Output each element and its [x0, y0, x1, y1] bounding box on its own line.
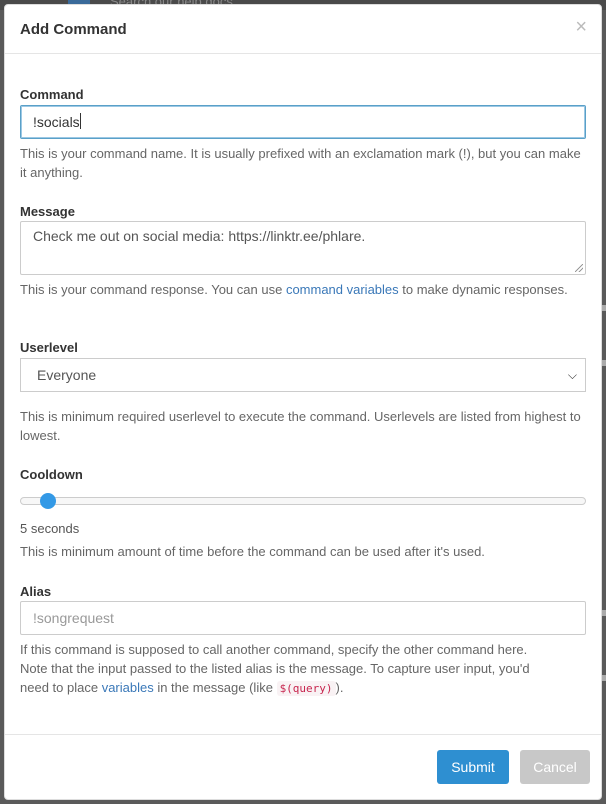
userlevel-label: Userlevel [20, 340, 78, 355]
cooldown-label: Cooldown [20, 467, 83, 482]
command-variables-link[interactable]: command variables [285, 282, 399, 297]
alias-help-line3 [20, 678, 586, 698]
command-label: Command [20, 87, 84, 102]
userlevel-selected: Everyone [37, 367, 97, 383]
cancel-button[interactable]: Cancel [520, 750, 590, 784]
cooldown-slider-thumb[interactable] [40, 493, 56, 509]
submit-button[interactable]: Submit [437, 750, 509, 784]
cooldown-value: 5 seconds [20, 521, 80, 536]
alias-help [20, 640, 586, 698]
message-textarea[interactable] [20, 221, 586, 275]
alias-label: Alias [20, 584, 52, 599]
add-command-modal [4, 4, 602, 800]
userlevel-select[interactable] [20, 358, 586, 392]
resize-grip-icon[interactable] [575, 264, 583, 272]
modal-header [5, 5, 601, 54]
text-caret [80, 113, 81, 129]
message-help-prefix: This is your command response. You can use [20, 282, 286, 297]
modal-footer [5, 734, 601, 799]
alias-input-placeholder: !songrequest [33, 610, 114, 626]
command-help: This is your command name. It is usually prefixed with an exclamation mark (!), but you can make it anything. [20, 146, 581, 180]
alias-help-line2: Note that the input passed to the listed alias is the message. To capture user input, you'd [20, 661, 530, 676]
alias-help-line3-mid: in the message (like [153, 680, 277, 695]
message-help [20, 280, 586, 299]
alias-help-line1: If this command is supposed to call another command, specify the other command here. [20, 642, 528, 657]
alias-help-line3-suffix: ). [335, 680, 344, 695]
alias-input[interactable] [20, 601, 586, 635]
command-input-value: !socials [33, 114, 80, 130]
message-label: Message [20, 204, 75, 219]
message-textarea-value: Check me out on social media: https://linktr.ee/phlare. [33, 228, 366, 244]
userlevel-help: This is minimum required userlevel to execute the command. Userlevels are listed from highest to lowest. [20, 409, 581, 443]
query-code: $(query) [277, 681, 336, 696]
modal-title: Add Command [20, 21, 127, 38]
close-icon[interactable]: × [575, 16, 587, 38]
message-help-suffix: to make dynamic responses. [398, 282, 568, 297]
cooldown-slider[interactable] [20, 497, 586, 505]
cooldown-help: This is minimum amount of time before the command can be used after it's used. [20, 544, 485, 559]
variables-link[interactable]: variables [101, 680, 154, 695]
command-input[interactable] [20, 105, 586, 139]
alias-help-line3-prefix: need to place [20, 680, 102, 695]
chevron-down-icon: ⌵ [567, 368, 577, 382]
